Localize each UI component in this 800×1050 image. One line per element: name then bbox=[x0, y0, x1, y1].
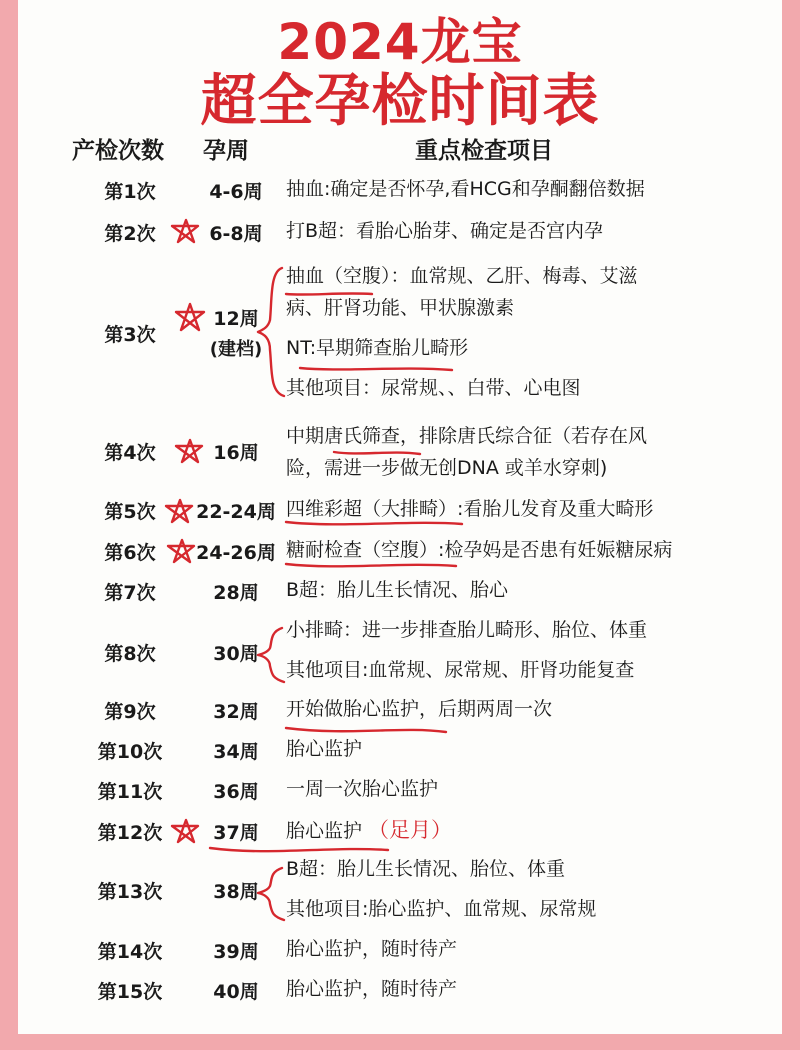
check-item-line: 开始做胎心监护，后期两周一次 bbox=[286, 698, 553, 720]
visit-number: 第5次 bbox=[104, 501, 156, 523]
table-row bbox=[0, 976, 800, 1010]
gestation-week bbox=[196, 304, 276, 361]
gestation-week: 37周 bbox=[213, 822, 259, 844]
check-items bbox=[286, 814, 776, 847]
gestation-week: 36周 bbox=[213, 781, 259, 803]
check-item-line: 病、肝肾功能、甲状腺激素 bbox=[286, 297, 515, 319]
check-item-line: 胎心监护，随时待产 bbox=[286, 938, 458, 960]
check-items bbox=[286, 173, 776, 205]
table-row bbox=[0, 577, 800, 611]
check-items bbox=[286, 574, 776, 606]
table-row bbox=[0, 617, 800, 689]
check-item-line: 其他项目:血常规、尿常规、肝肾功能复查 bbox=[286, 659, 635, 681]
week-note: (建档) bbox=[209, 339, 263, 360]
visit-number: 第9次 bbox=[104, 701, 156, 723]
table-row bbox=[0, 736, 800, 770]
check-item-line: 抽血（空腹）：血常规、乙肝、梅毒、艾滋 bbox=[286, 265, 638, 287]
visit-number: 第13次 bbox=[97, 881, 163, 903]
check-item-line: 险，需进一步做无创DNA 或羊水穿刺) bbox=[286, 457, 608, 479]
check-item-line: 四维彩超（大排畸）:看胎儿发育及重大畸形 bbox=[286, 498, 654, 520]
gestation-week: 28周 bbox=[213, 582, 259, 604]
check-item-line: 胎心监护，随时待产 bbox=[286, 978, 458, 1000]
table-row bbox=[0, 857, 800, 929]
visit-number: 第1次 bbox=[104, 181, 156, 203]
check-items bbox=[286, 614, 776, 686]
header-visit: 产检次数 bbox=[72, 138, 164, 164]
visit-number: 第15次 bbox=[97, 981, 163, 1003]
visit-number: 第8次 bbox=[104, 643, 156, 665]
table-row bbox=[0, 496, 800, 530]
visit-number: 第11次 bbox=[97, 781, 163, 803]
check-item-line: B超：胎儿生长情况、胎位、体重 bbox=[286, 858, 566, 880]
visit-number: 第3次 bbox=[104, 324, 156, 346]
check-items bbox=[286, 933, 776, 965]
check-item-line: NT:早期筛查胎儿畸形 bbox=[286, 337, 469, 359]
title-main: 超全孕检时间表 bbox=[200, 69, 600, 134]
gestation-week: 32周 bbox=[213, 701, 259, 723]
header-items: 重点检查项目 bbox=[415, 138, 553, 164]
check-item-line: 其他项目:胎心监护、血常规、尿常规 bbox=[286, 898, 597, 920]
gestation-week: 6-8周 bbox=[209, 223, 263, 245]
check-items bbox=[286, 493, 776, 525]
gestation-week: 16周 bbox=[213, 442, 259, 464]
gestation-week: 39周 bbox=[213, 941, 259, 963]
week-value: 12周 bbox=[213, 308, 259, 330]
gestation-week: 4-6周 bbox=[209, 181, 263, 203]
table-row bbox=[0, 218, 800, 252]
full-term-note: （足月） bbox=[368, 818, 453, 842]
gestation-week: 38周 bbox=[213, 881, 259, 903]
check-item-line: 打B超：看胎心胎芽、确定是否宫内孕 bbox=[286, 220, 604, 242]
visit-number: 第12次 bbox=[97, 822, 163, 844]
visit-number: 第14次 bbox=[97, 941, 163, 963]
check-items bbox=[286, 534, 776, 566]
check-item-line: 胎心监护 bbox=[286, 738, 363, 760]
header-week: 孕周 bbox=[203, 138, 249, 164]
visit-number: 第6次 bbox=[104, 542, 156, 564]
check-item-line: 其他项目：尿常规、、白带、心电图 bbox=[286, 377, 581, 399]
check-items bbox=[286, 420, 776, 484]
check-item-line: B超：胎儿生长情况、胎心 bbox=[286, 579, 509, 601]
table-row bbox=[0, 176, 800, 210]
check-item-line: 一周一次胎心监护 bbox=[286, 778, 439, 800]
gestation-week: 40周 bbox=[213, 981, 259, 1003]
visit-number: 第10次 bbox=[97, 741, 163, 763]
visit-number: 第4次 bbox=[104, 442, 156, 464]
check-items bbox=[286, 260, 776, 404]
title-year: 2024龙宝 bbox=[277, 13, 523, 71]
check-items bbox=[286, 773, 776, 805]
check-item-line bbox=[286, 814, 776, 847]
table-row bbox=[0, 260, 800, 410]
check-item-line: 抽血:确定是否怀孕,看HCG和孕酮翻倍数据 bbox=[286, 178, 645, 200]
table-row bbox=[0, 817, 800, 853]
check-items bbox=[286, 693, 776, 725]
table-row bbox=[0, 936, 800, 970]
check-item-line: 中期唐氏筛查，排除唐氏综合征（若存在风 bbox=[286, 425, 648, 447]
gestation-week: 22-24周 bbox=[196, 501, 276, 523]
gestation-week: 30周 bbox=[213, 643, 259, 665]
visit-number: 第7次 bbox=[104, 582, 156, 604]
table-row bbox=[0, 696, 800, 730]
check-item-line: 小排畸：进一步排查胎儿畸形、胎位、体重 bbox=[286, 619, 648, 641]
gestation-week: 34周 bbox=[213, 741, 259, 763]
check-items bbox=[286, 853, 776, 925]
check-items bbox=[286, 733, 776, 765]
table-row bbox=[0, 420, 800, 486]
table-row bbox=[0, 537, 800, 571]
visit-number: 第2次 bbox=[104, 223, 156, 245]
check-items bbox=[286, 215, 776, 247]
check-item-text: 胎心监护 bbox=[286, 820, 363, 842]
gestation-week: 24-26周 bbox=[196, 542, 276, 564]
table-row bbox=[0, 776, 800, 810]
check-item-line: 糖耐检查（空腹）:检孕妈是否患有妊娠糖尿病 bbox=[286, 539, 673, 561]
check-items bbox=[286, 973, 776, 1005]
